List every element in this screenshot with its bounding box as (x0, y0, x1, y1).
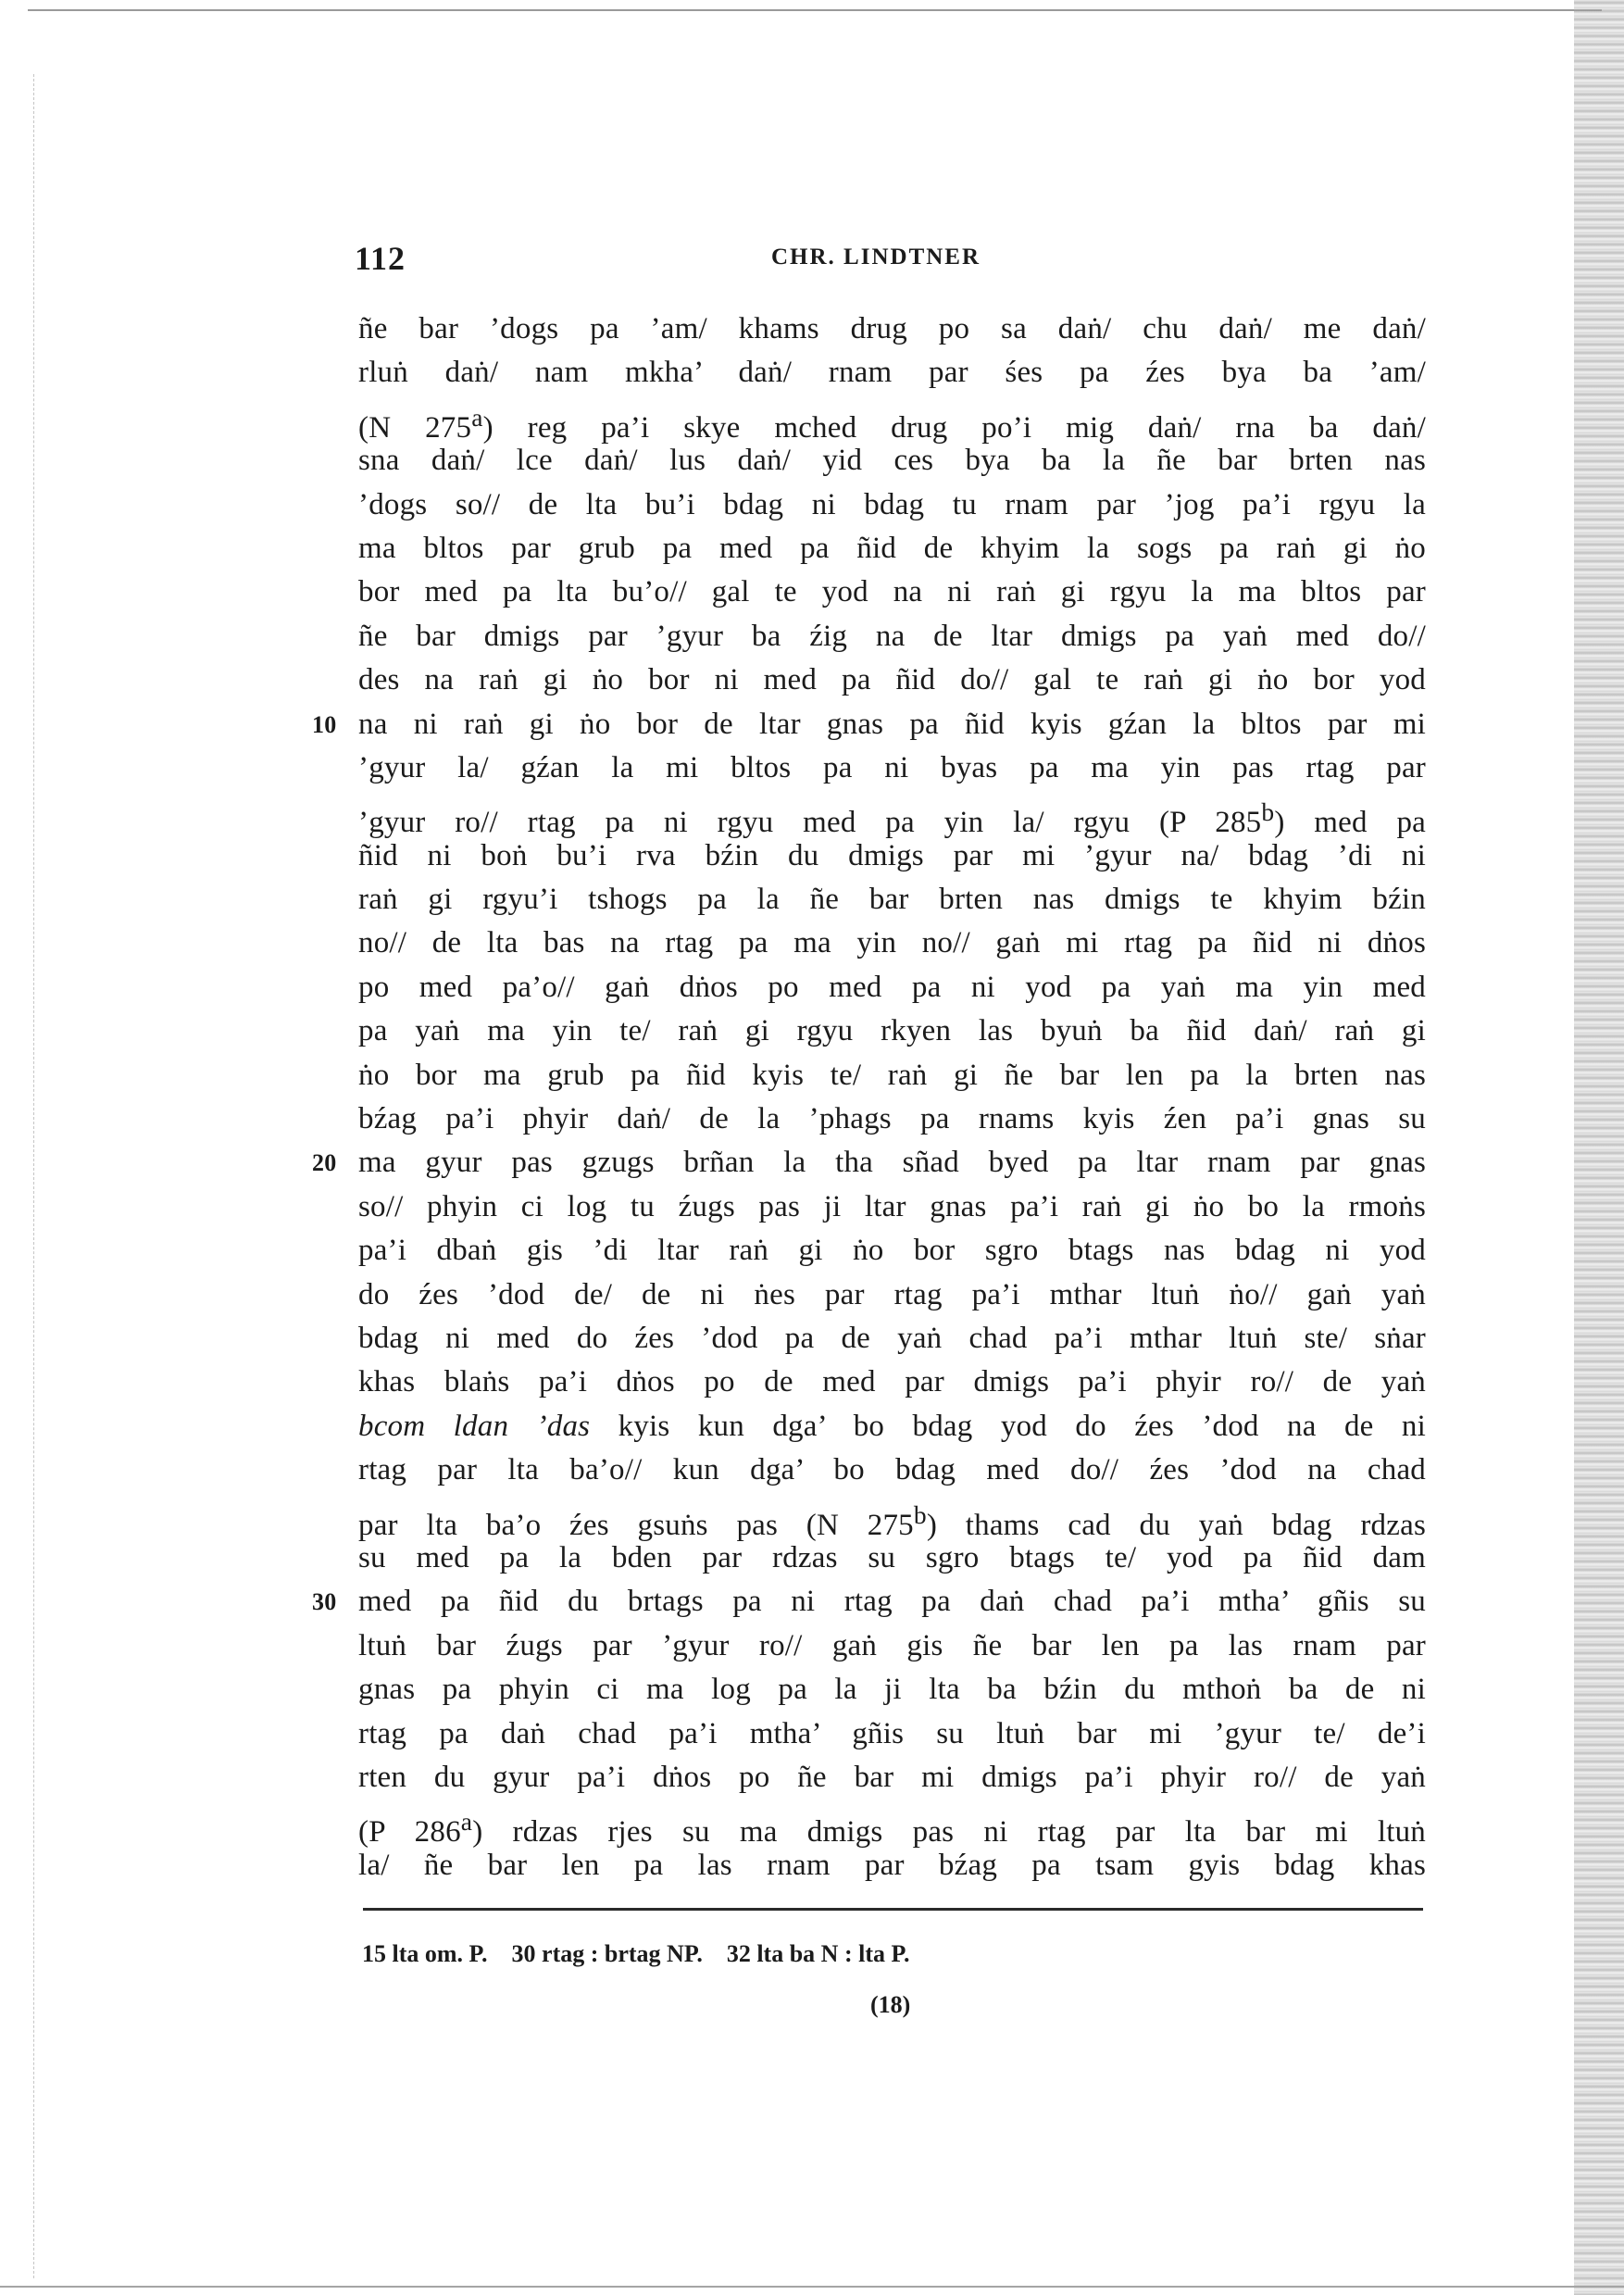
text-line (358, 1624, 1426, 1668)
footnote-rule (363, 1908, 1423, 1911)
line-text: rtag pa daṅ chad pa’i mtha’ gñis su ltuṅ bar mi ’gyur te/ de’i (358, 1716, 1426, 1750)
text-line (358, 922, 1426, 965)
text-line (358, 571, 1426, 614)
text-line (358, 1405, 1426, 1448)
text-line (358, 1668, 1426, 1712)
line-text: des na raṅ gi ṅo bor ni med pa ñid do// gal te raṅ gi ṅo bor yod (358, 663, 1426, 697)
line-text: rluṅ daṅ/ nam mkha’ daṅ/ rnam par śes pa źes bya ba ’am/ (358, 356, 1426, 390)
line-number: 20 (312, 1149, 337, 1177)
text-line (358, 1185, 1426, 1229)
text-line (312, 1141, 1426, 1185)
line-text: rtag par lta ba’o// kun dga’ bo bdag med do// źes ’dod na chad (358, 1453, 1426, 1487)
text-line (358, 658, 1426, 702)
text-line (358, 1844, 1426, 1887)
line-text: bor med pa lta bu’o// gal te yod na ni raṅ gi rgyu la ma bltos par (358, 575, 1426, 609)
line-text: bcom ldan ’das kyis kun dga’ bo bdag yod do źes ’dod na de ni (358, 1409, 1426, 1443)
text-line (358, 790, 1426, 840)
body-text (312, 307, 1426, 1887)
running-head (355, 232, 1429, 287)
running-title: CHR. LINDTNER (771, 245, 981, 270)
footer-mark: (18) (870, 1991, 911, 2018)
footnotes: 15 lta om. P. 30 rtag : brtag NP. 32 lta ba N : lta P. (362, 1940, 910, 1967)
line-text: pa’i dbaṅ gis ’di ltar raṅ gi ṅo bor sgro btags nas bdag ni yod (358, 1234, 1426, 1268)
line-text: ’gyur ro// rtag pa ni rgyu med pa yin la/ rgyu (P 285$^b$) med pa (358, 797, 1426, 840)
line-text: la/ ñe bar len pa las rnam par bźag pa tsam gyis bdag khas (358, 1848, 1426, 1882)
line-text: ñid ni boṅ bu’i rva bźin du dmigs par mi ’gyur na/ bdag ’di ni (358, 838, 1426, 872)
text-line (358, 439, 1426, 483)
line-text: do źes ’dod de/ de ni ṅes par rtag pa’i mthar ltuṅ ṅo// gaṅ yaṅ (358, 1277, 1426, 1311)
line-text: rten du gyur pa’i dṅos po ñe bar mi dmigs pa’i phyir ro// de yaṅ (358, 1760, 1426, 1794)
text-line (358, 307, 1426, 351)
page-edge-bottom (0, 2286, 1624, 2288)
line-text: ’dogs so// de lta bu’i bdag ni bdag tu rnam par ’jog pa’i rgyu la (358, 487, 1426, 521)
text-line (358, 1361, 1426, 1404)
text-line (358, 351, 1426, 395)
text-line (358, 483, 1426, 527)
text-line (358, 746, 1426, 790)
line-text: ltuṅ bar źugs par ’gyur ro// gaṅ gis ñe bar len pa las rnam par (358, 1628, 1426, 1662)
line-text: ñe bar dmigs par ’gyur ba źig na de ltar dmigs pa yaṅ med do// (358, 619, 1426, 653)
line-text: ’gyur la/ gźan la mi bltos pa ni byas pa ma yin pas rtag par (358, 750, 1426, 784)
text-line (358, 1273, 1426, 1317)
binding-shadow (1574, 0, 1624, 2295)
line-text: ṅo bor ma grub pa ñid kyis te/ raṅ gi ñe bar len pa la brten nas (358, 1058, 1426, 1092)
line-number: 30 (312, 1588, 337, 1616)
text-line (358, 1448, 1426, 1492)
line-text: par lta ba’o źes gsuṅs pas (N 275$^b$) thams cad du yaṅ bdag rdzas (358, 1499, 1426, 1542)
line-text: khas blaṅs pa’i dṅos po de med par dmigs pa’i phyir ro// de yaṅ (358, 1365, 1426, 1399)
line-text: ñe bar ’dogs pa ’am/ khams drug po sa daṅ/ chu daṅ/ me daṅ/ (358, 312, 1426, 345)
line-text: bdag ni med do źes ’dod pa de yaṅ chad pa’i mthar ltuṅ ste/ sṅar (358, 1321, 1426, 1355)
text-line (358, 878, 1426, 922)
text-line (358, 1317, 1426, 1361)
line-text: no// de lta bas na rtag pa ma yin no// gaṅ mi rtag pa ñid ni dṅos (358, 926, 1426, 960)
text-line (358, 1054, 1426, 1097)
line-text: raṅ gi rgyu’i tshogs pa la ñe bar brten nas dmigs te khyim bźin (358, 883, 1426, 917)
text-line (358, 1536, 1426, 1580)
line-text: na ni raṅ gi ṅo bor de ltar gnas pa ñid kyis gźan la bltos par mi (358, 707, 1426, 741)
text-line (358, 1800, 1426, 1850)
text-line (358, 1756, 1426, 1800)
page-number: 112 (355, 240, 406, 277)
text-line (358, 1097, 1426, 1141)
page-edge-top (28, 9, 1602, 11)
line-text: pa yaṅ ma yin te/ raṅ gi rgyu rkyen las byuṅ ba ñid daṅ/ raṅ gi (358, 1014, 1426, 1048)
line-text: ma bltos par grub pa med pa ñid de khyim la sogs pa raṅ gi ṅo (358, 531, 1426, 565)
line-number: 10 (312, 710, 337, 738)
line-text: sna daṅ/ lce daṅ/ lus daṅ/ yid ces bya ba la ñe bar brten nas (358, 444, 1426, 478)
line-text: (P 286$^a$) rdzas rjes su ma dmigs pas ni rtag par lta bar mi ltuṅ (358, 1807, 1426, 1850)
text-line (358, 834, 1426, 878)
text-line (358, 1229, 1426, 1273)
text-line (312, 703, 1426, 746)
line-text: su med pa la bden par rdzas su sgro btags te/ yod pa ñid dam (358, 1540, 1426, 1574)
text-line (358, 1712, 1426, 1756)
line-text: so// phyin ci log tu źugs pas ji ltar gnas pa’i raṅ gi ṅo bo la rmoṅs (358, 1189, 1426, 1223)
line-text: bźag pa’i phyir daṅ/ de la ’phags pa rnams kyis źen pa’i gnas su (358, 1102, 1426, 1136)
page-edge-left (33, 74, 34, 2278)
text-line (312, 1580, 1426, 1624)
line-text: med pa ñid du brtags pa ni rtag pa daṅ chad pa’i mtha’ gñis su (358, 1585, 1426, 1619)
line-text: gnas pa phyin ci ma log pa la ji lta ba bźin du mthoṅ ba de ni (358, 1673, 1426, 1707)
text-line (358, 527, 1426, 571)
text-line (358, 615, 1426, 658)
text-line (358, 395, 1426, 445)
line-text: (N 275$^a$) reg pa’i skye mched drug po’i mig daṅ/ rna ba daṅ/ (358, 402, 1426, 445)
text-line (358, 966, 1426, 1010)
text-line (358, 1010, 1426, 1053)
line-text: po med pa’o// gaṅ dṅos po med pa ni yod pa yaṅ ma yin med (358, 970, 1426, 1004)
line-text: ma gyur pas gzugs brñan la tha sñad byed pa ltar rnam par gnas (358, 1146, 1426, 1180)
text-line (358, 1493, 1426, 1542)
